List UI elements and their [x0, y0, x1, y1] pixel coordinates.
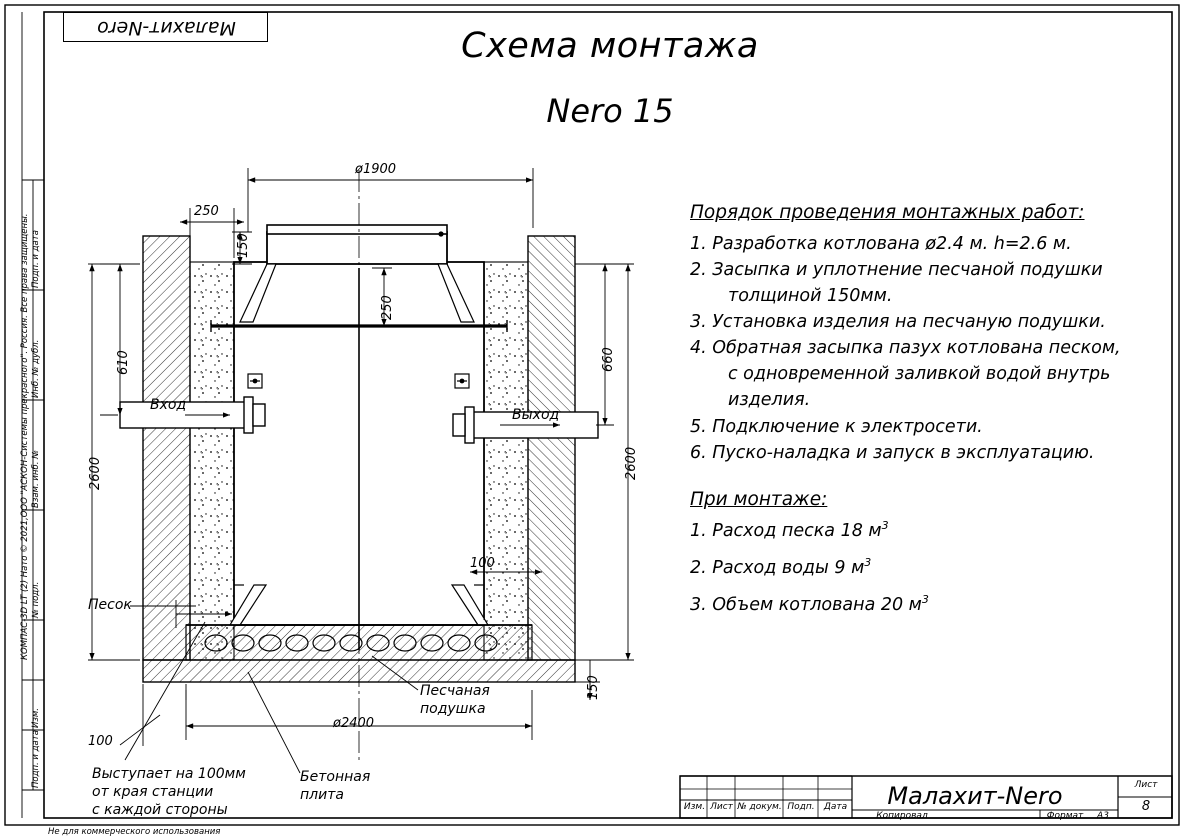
tb-col-podp: Подп. [787, 802, 815, 812]
tb-format-label: Формат [1046, 811, 1084, 821]
margin-col-2: Инб. № дубл. [31, 339, 41, 398]
note-text: 1. Расход песка 18 м [690, 521, 882, 542]
label-sand-pillow-line1: Песчаная [420, 683, 490, 699]
note-item: 6. Пуско-наладка и запуск в эксплуатацию. [690, 442, 1095, 463]
note-item: толщиной 150мм. [728, 285, 893, 306]
label-concrete-slab-line2: плита [300, 787, 344, 804]
tb-col-list: Лист [710, 802, 733, 812]
tb-col-data: Дата [823, 802, 848, 812]
dimension-2600-right: 2600 [624, 446, 639, 480]
margin-col-4: № подл. [31, 581, 41, 618]
label-outlet: Выход [512, 407, 560, 423]
label-overhang-line2: от края станции [92, 784, 214, 801]
notes-section2-title: При монтаже: [690, 488, 828, 510]
dimension-2600-left: 2600 [88, 456, 103, 490]
notes-section2-list [690, 518, 1160, 617]
dimension-bottom-diameter: ø2400 [333, 716, 375, 731]
label-sand-pillow [420, 682, 490, 718]
margin-copyright: КОМПАС-3D LT (2) Нато © 2021,ООО "АСКОН-Системы прекрасного". Россия. Все права защищены. [20, 213, 30, 660]
note-item: 4. Обратная засыпка пазух котлована песком, [690, 338, 1121, 359]
label-overhang-line1: Выступает на 100мм [92, 766, 246, 782]
tb-copied-label: Копировал [876, 811, 928, 821]
footer-note: Не для коммерческого использования [48, 827, 221, 837]
note-item: 2. Засыпка и уплотнение песчаной подушки [690, 259, 1103, 280]
note-item [690, 592, 1160, 617]
note-item: с одновременной заливкой водой внутрь [728, 364, 1111, 385]
notes-section1-title: Порядок проведения монтажных работ: [690, 202, 1085, 223]
note-text: 3. Объем котлована 20 м [690, 595, 922, 616]
label-overhang-line3: с каждой стороны [92, 802, 228, 819]
note-text: 2. Расход воды 9 м [690, 558, 865, 579]
dimension-100-right: 100 [470, 556, 495, 571]
logo-text: Малахит-Nero [97, 17, 236, 39]
margin-col-5: Изм. [31, 708, 41, 728]
note-item: 3. Установка изделия на песчаную подушки. [690, 311, 1106, 332]
note-superscript: 3 [921, 593, 929, 607]
label-overhang [92, 765, 246, 820]
tb-format-value: А3 [1097, 811, 1109, 821]
note-item: изделия. [728, 390, 811, 411]
page-subtitle: Nero 15 [546, 92, 674, 130]
notes-section1-list [690, 232, 1160, 465]
page-title: Схема монтажа [461, 26, 759, 66]
label-inlet: Вход [150, 397, 187, 413]
tb-col-dokum: № докум. [737, 802, 782, 812]
dimension-offset-250: 250 [194, 204, 219, 219]
note-item: 1. Разработка котлована ø2.4 м. h=2.6 м. [690, 233, 1072, 254]
note-superscript: 3 [864, 556, 872, 570]
dimension-100-bottom: 100 [88, 734, 113, 749]
note-item [690, 518, 1160, 543]
label-concrete-slab-line1: Бетонная [300, 769, 371, 785]
notes-section2 [690, 487, 1160, 617]
tb-sheet-value: 8 [1141, 799, 1151, 814]
logo-frame [63, 12, 268, 42]
note-superscript: 3 [881, 519, 889, 533]
dimension-top-diameter: ø1900 [355, 162, 397, 177]
note-item [690, 555, 1160, 580]
dimension-660: 660 [601, 347, 616, 372]
dimension-150-bottom: 150 [586, 675, 601, 700]
label-sand: Песок [88, 597, 132, 613]
tb-sheet-label: Лист [1134, 780, 1158, 790]
dimension-610: 610 [116, 350, 131, 375]
label-sand-pillow-line2: подушка [420, 701, 486, 718]
dimension-250-neck: 250 [380, 295, 395, 320]
margin-col-1: Подп. и дата [31, 230, 41, 288]
tb-col-izm: Изм. [683, 802, 706, 812]
label-concrete-slab [300, 768, 370, 804]
note-item: 5. Подключение к электросети. [690, 416, 983, 437]
margin-col-6: Подп. и дата [31, 730, 41, 788]
dimension-150-top: 150 [236, 233, 251, 258]
title-block-product: Малахит-Nero [887, 782, 1063, 810]
installation-notes [690, 200, 1160, 629]
margin-col-3: Взам. инб. № [31, 450, 41, 508]
